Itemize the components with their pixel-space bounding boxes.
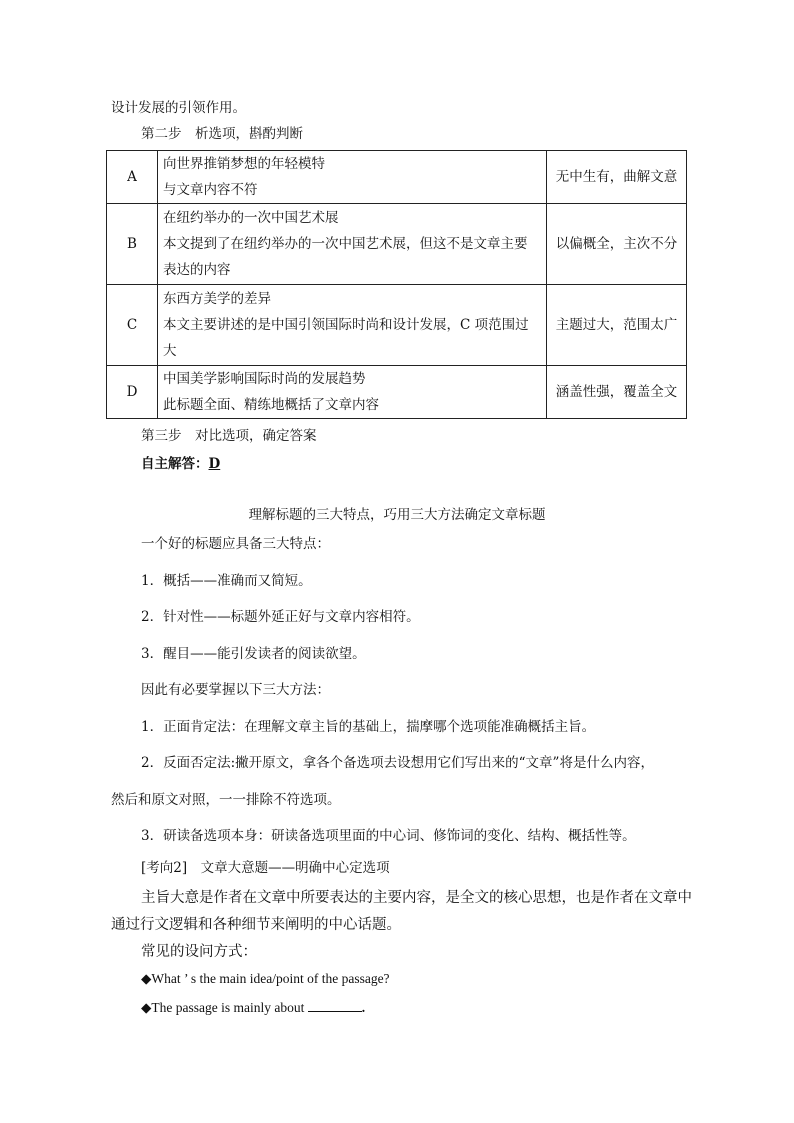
- question-text: ◆The passage is mainly about: [141, 1000, 305, 1015]
- option-verdict: 涵盖性强，覆盖全文: [547, 366, 687, 419]
- methods-intro: 因此有必要掌握以下三大方法：: [141, 682, 330, 698]
- option-title: 向世界推销梦想的年轻模特: [163, 156, 325, 172]
- options-table: [106, 150, 687, 419]
- option-letter: B: [107, 204, 158, 285]
- main-idea-paragraph-continued: 通过行文逻辑和各种细节来阐明的中心话题。: [111, 917, 401, 933]
- answer-label: 自主解答：: [141, 456, 209, 472]
- option-note: 与文章内容不符: [163, 182, 258, 198]
- step-three-heading: 第三步 对比选项，确定答案: [141, 428, 317, 444]
- main-idea-paragraph: 主旨大意是作者在文章中所要表达的主要内容，是全文的核心思想，也是作者在文章中: [141, 890, 692, 906]
- method-item: 2．反面否定法:撇开原文，拿各个备选项去设想用它们写出来的“文章”将是什么内容，: [141, 755, 654, 771]
- feature-item: 3．醒目——能引发读者的阅读欲望。: [141, 646, 366, 662]
- option-verdict: 无中生有，曲解文意: [547, 151, 687, 204]
- option-content: [158, 204, 547, 285]
- answer-blank: [308, 997, 362, 1012]
- method-item: 3．研读备选项本身：研读备选项里面的中心词、修饰词的变化、结构、概括性等。: [141, 828, 636, 844]
- features-intro: 一个好的标题应具备三大特点：: [141, 536, 330, 552]
- option-note: 本文主要讲述的是中国引领国际时尚和设计发展，C 项范围过: [163, 317, 529, 333]
- option-letter: D: [107, 366, 158, 419]
- option-title: 中国美学影响国际时尚的发展趋势: [163, 371, 366, 387]
- intro-tail: 设计发展的引领作用。: [111, 100, 246, 116]
- option-letter: A: [107, 151, 158, 204]
- answer-value: D: [208, 456, 221, 472]
- kaoxiang-heading: [141, 858, 390, 878]
- question-form: [141, 997, 365, 1018]
- option-note: 大: [163, 343, 177, 359]
- table-row: [107, 285, 687, 366]
- feature-item: 2．针对性——标题外延正好与文章内容相符。: [141, 609, 420, 625]
- question-end: .: [361, 1000, 366, 1015]
- feature-item: 1．概括——准确而又简短。: [141, 573, 312, 589]
- common-ways-label: 常见的设问方式：: [141, 944, 257, 960]
- step-two-heading: 第二步 析选项，斟酌判断: [141, 126, 303, 142]
- option-content: [158, 151, 547, 204]
- section-heading: 理解标题的三大特点，巧用三大方法确定文章标题: [248, 507, 546, 523]
- option-note: 本文提到了在纽约举办的一次中国艺术展，但这不是文章主要: [163, 236, 528, 252]
- option-note: 表达的内容: [163, 262, 231, 278]
- option-note: 此标题全面、精练地概括了文章内容: [163, 397, 379, 413]
- option-letter: C: [107, 285, 158, 366]
- kaoxiang-title: 文章大意题——明确中心定选项: [200, 860, 390, 876]
- option-content: [158, 366, 547, 419]
- table-row: [107, 151, 687, 204]
- option-verdict: 主题过大，范围太广: [547, 285, 687, 366]
- option-title: 在纽约举办的一次中国艺术展: [163, 210, 339, 226]
- answer-line: [141, 454, 220, 474]
- option-content: [158, 285, 547, 366]
- table-row: [107, 366, 687, 419]
- question-form: ◆What ’ s the main idea/point of the passage?: [141, 971, 390, 986]
- option-title: 东西方美学的差异: [163, 291, 271, 307]
- kaoxiang-tag: [考向2]: [141, 860, 188, 876]
- method-item-continued: 然后和原文对照，一一排除不符选项。: [111, 792, 341, 808]
- option-verdict: 以偏概全，主次不分: [547, 204, 687, 285]
- method-item: 1．正面肯定法：在理解文章主旨的基础上，揣摩哪个选项能准确概括主旨。: [141, 719, 596, 735]
- table-row: [107, 204, 687, 285]
